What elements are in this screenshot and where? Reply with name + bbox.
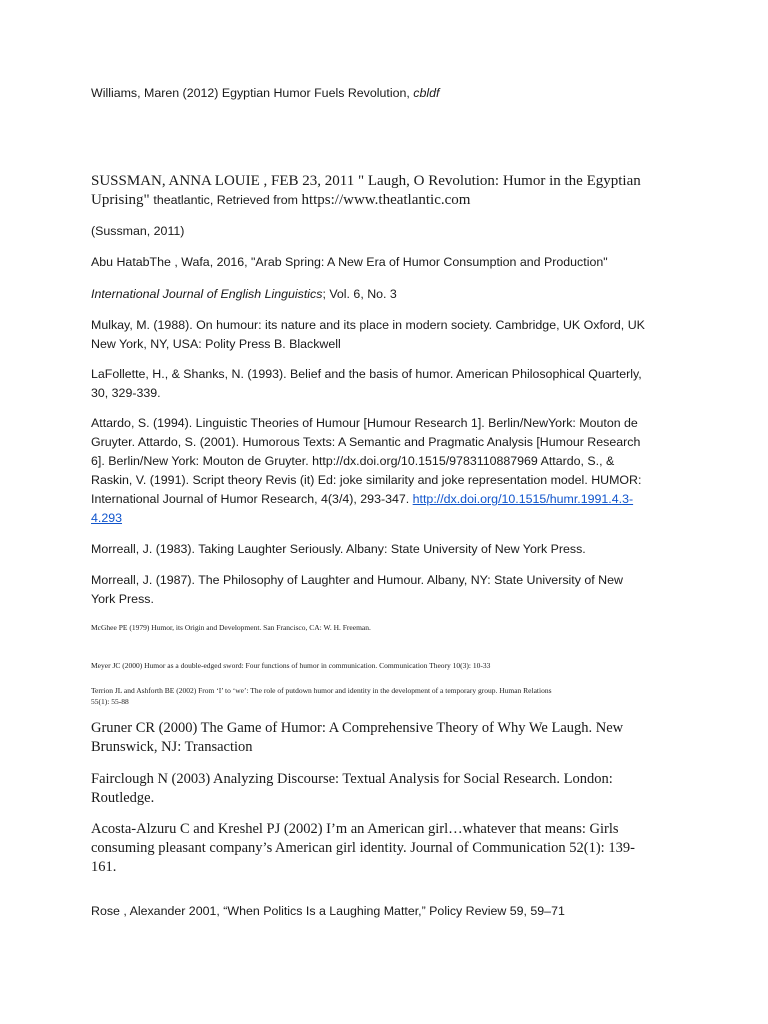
ref-meyer: Meyer JC (2000) Humor as a double-edged sword: Four functions of humor in communication. Communication Theory 10(3): 10-33 [91, 661, 491, 670]
ref-attardo-line6 [91, 509, 122, 528]
ref-lafollette-line2: 30, 329-339. [91, 386, 161, 400]
ref-terrion-line1: Terrion JL and Ashforth BE (2002) From ‘I’ to ‘we’: The role of putdown humor and identity in the development of a temporary group. Human Relations [91, 686, 552, 695]
ref-sussman-cite: (Sussman, 2011) [91, 224, 185, 238]
doi-link-continued[interactable]: 4.293 [91, 511, 123, 525]
ref-text: Uprising" [91, 192, 154, 208]
ref-fairclough-line2: Routledge. [91, 790, 155, 806]
ref-sussman-line1: SUSSMAN, ANNA LOUIE , FEB 23, 2011 " Laugh, O Revolution: Humor in the Egyptian [91, 173, 641, 189]
ref-mulkay-line1: Mulkay, M. (1988). On humour: its nature and its place in modern society. Cambridge, UK Oxford, UK [91, 318, 645, 332]
ref-text: Williams, Maren (2012) Egyptian Humor Fuels Revolution, [91, 86, 414, 100]
ref-attardo-line1: Attardo, S. (1994). Linguistic Theories of Humour [Humour Research 1]. Berlin/NewYork: Mouton de [91, 416, 638, 430]
ref-acosta-line2: consuming pleasant company’s American girl identity. Journal of Communication 52(1): 139- [91, 840, 635, 856]
ref-text: International Journal of Humor Research, 4(3/4), 293-347. [91, 492, 413, 506]
ref-lafollette-line1: LaFollette, H., & Shanks, N. (1993). Belief and the basis of humor. American Philosophical Quarterly, [91, 367, 642, 381]
ref-morreall-1983: Morreall, J. (1983). Taking Laughter Seriously. Albany: State University of New York Press. [91, 542, 586, 556]
ref-text: theatlantic, Retrieved from [153, 193, 302, 207]
ref-williams [91, 84, 439, 103]
journal-title: International Journal of English Linguistics [91, 287, 323, 301]
ref-attardo-line3: 6]. Berlin/New York: Mouton de Gruyter. http://dx.doi.org/10.1515/9783110887969 Attardo, S., & [91, 454, 615, 468]
ref-gruner-line1: Gruner CR (2000) The Game of Humor: A Comprehensive Theory of Why We Laugh. New [91, 720, 624, 736]
ref-attardo-line2: Gruyter. Attardo, S. (2001). Humorous Texts: A Semantic and Pragmatic Analysis [Humour Research [91, 435, 641, 449]
ref-source: cbldf [413, 86, 440, 100]
ref-morreall-1987-line2: York Press. [91, 592, 154, 606]
ref-morreall-1987-line1: Morreall, J. (1987). The Philosophy of Laughter and Humour. Albany, NY: State University of New [91, 573, 623, 587]
doi-link[interactable]: http://dx.doi.org/10.1515/humr.1991.4.3- [412, 492, 634, 506]
ref-acosta-line3: 161. [91, 859, 117, 875]
ref-rose: Rose , Alexander 2001, “When Politics Is a Laughing Matter,” Policy Review 59, 59–71 [91, 904, 565, 918]
ref-url: https://www.theatlantic.com [301, 192, 471, 208]
ref-ijel [91, 285, 397, 304]
ref-mulkay-line2: New York, NY, USA: Polity Press B. Blackwell [91, 337, 341, 351]
ref-acosta-line1: Acosta-Alzuru C and Kreshel PJ (2002) I’m an American girl…whatever that means: Girls [91, 821, 619, 837]
ref-fairclough-line1: Fairclough N (2003) Analyzing Discourse: Textual Analysis for Social Research. London: [91, 771, 613, 787]
ref-abu-hatab: Abu HatabThe , Wafa, 2016, "Arab Spring: A New Era of Humor Consumption and Production" [91, 255, 608, 269]
ref-sussman-line2 [91, 191, 470, 210]
ref-attardo-line5 [91, 490, 633, 509]
ref-gruner-line2: Brunswick, NJ: Transaction [91, 739, 253, 755]
ref-mcghee: McGhee PE (1979) Humor, its Origin and Development. San Francisco, CA: W. H. Freeman. [91, 623, 371, 632]
ref-terrion-line2: 55(1): 55-88 [91, 697, 129, 706]
ref-attardo-line4: Raskin, V. (1991). Script theory Revis (it) Ed: joke similarity and joke representation model. HUMOR: [91, 473, 642, 487]
ref-text: ; Vol. 6, No. 3 [322, 287, 397, 301]
